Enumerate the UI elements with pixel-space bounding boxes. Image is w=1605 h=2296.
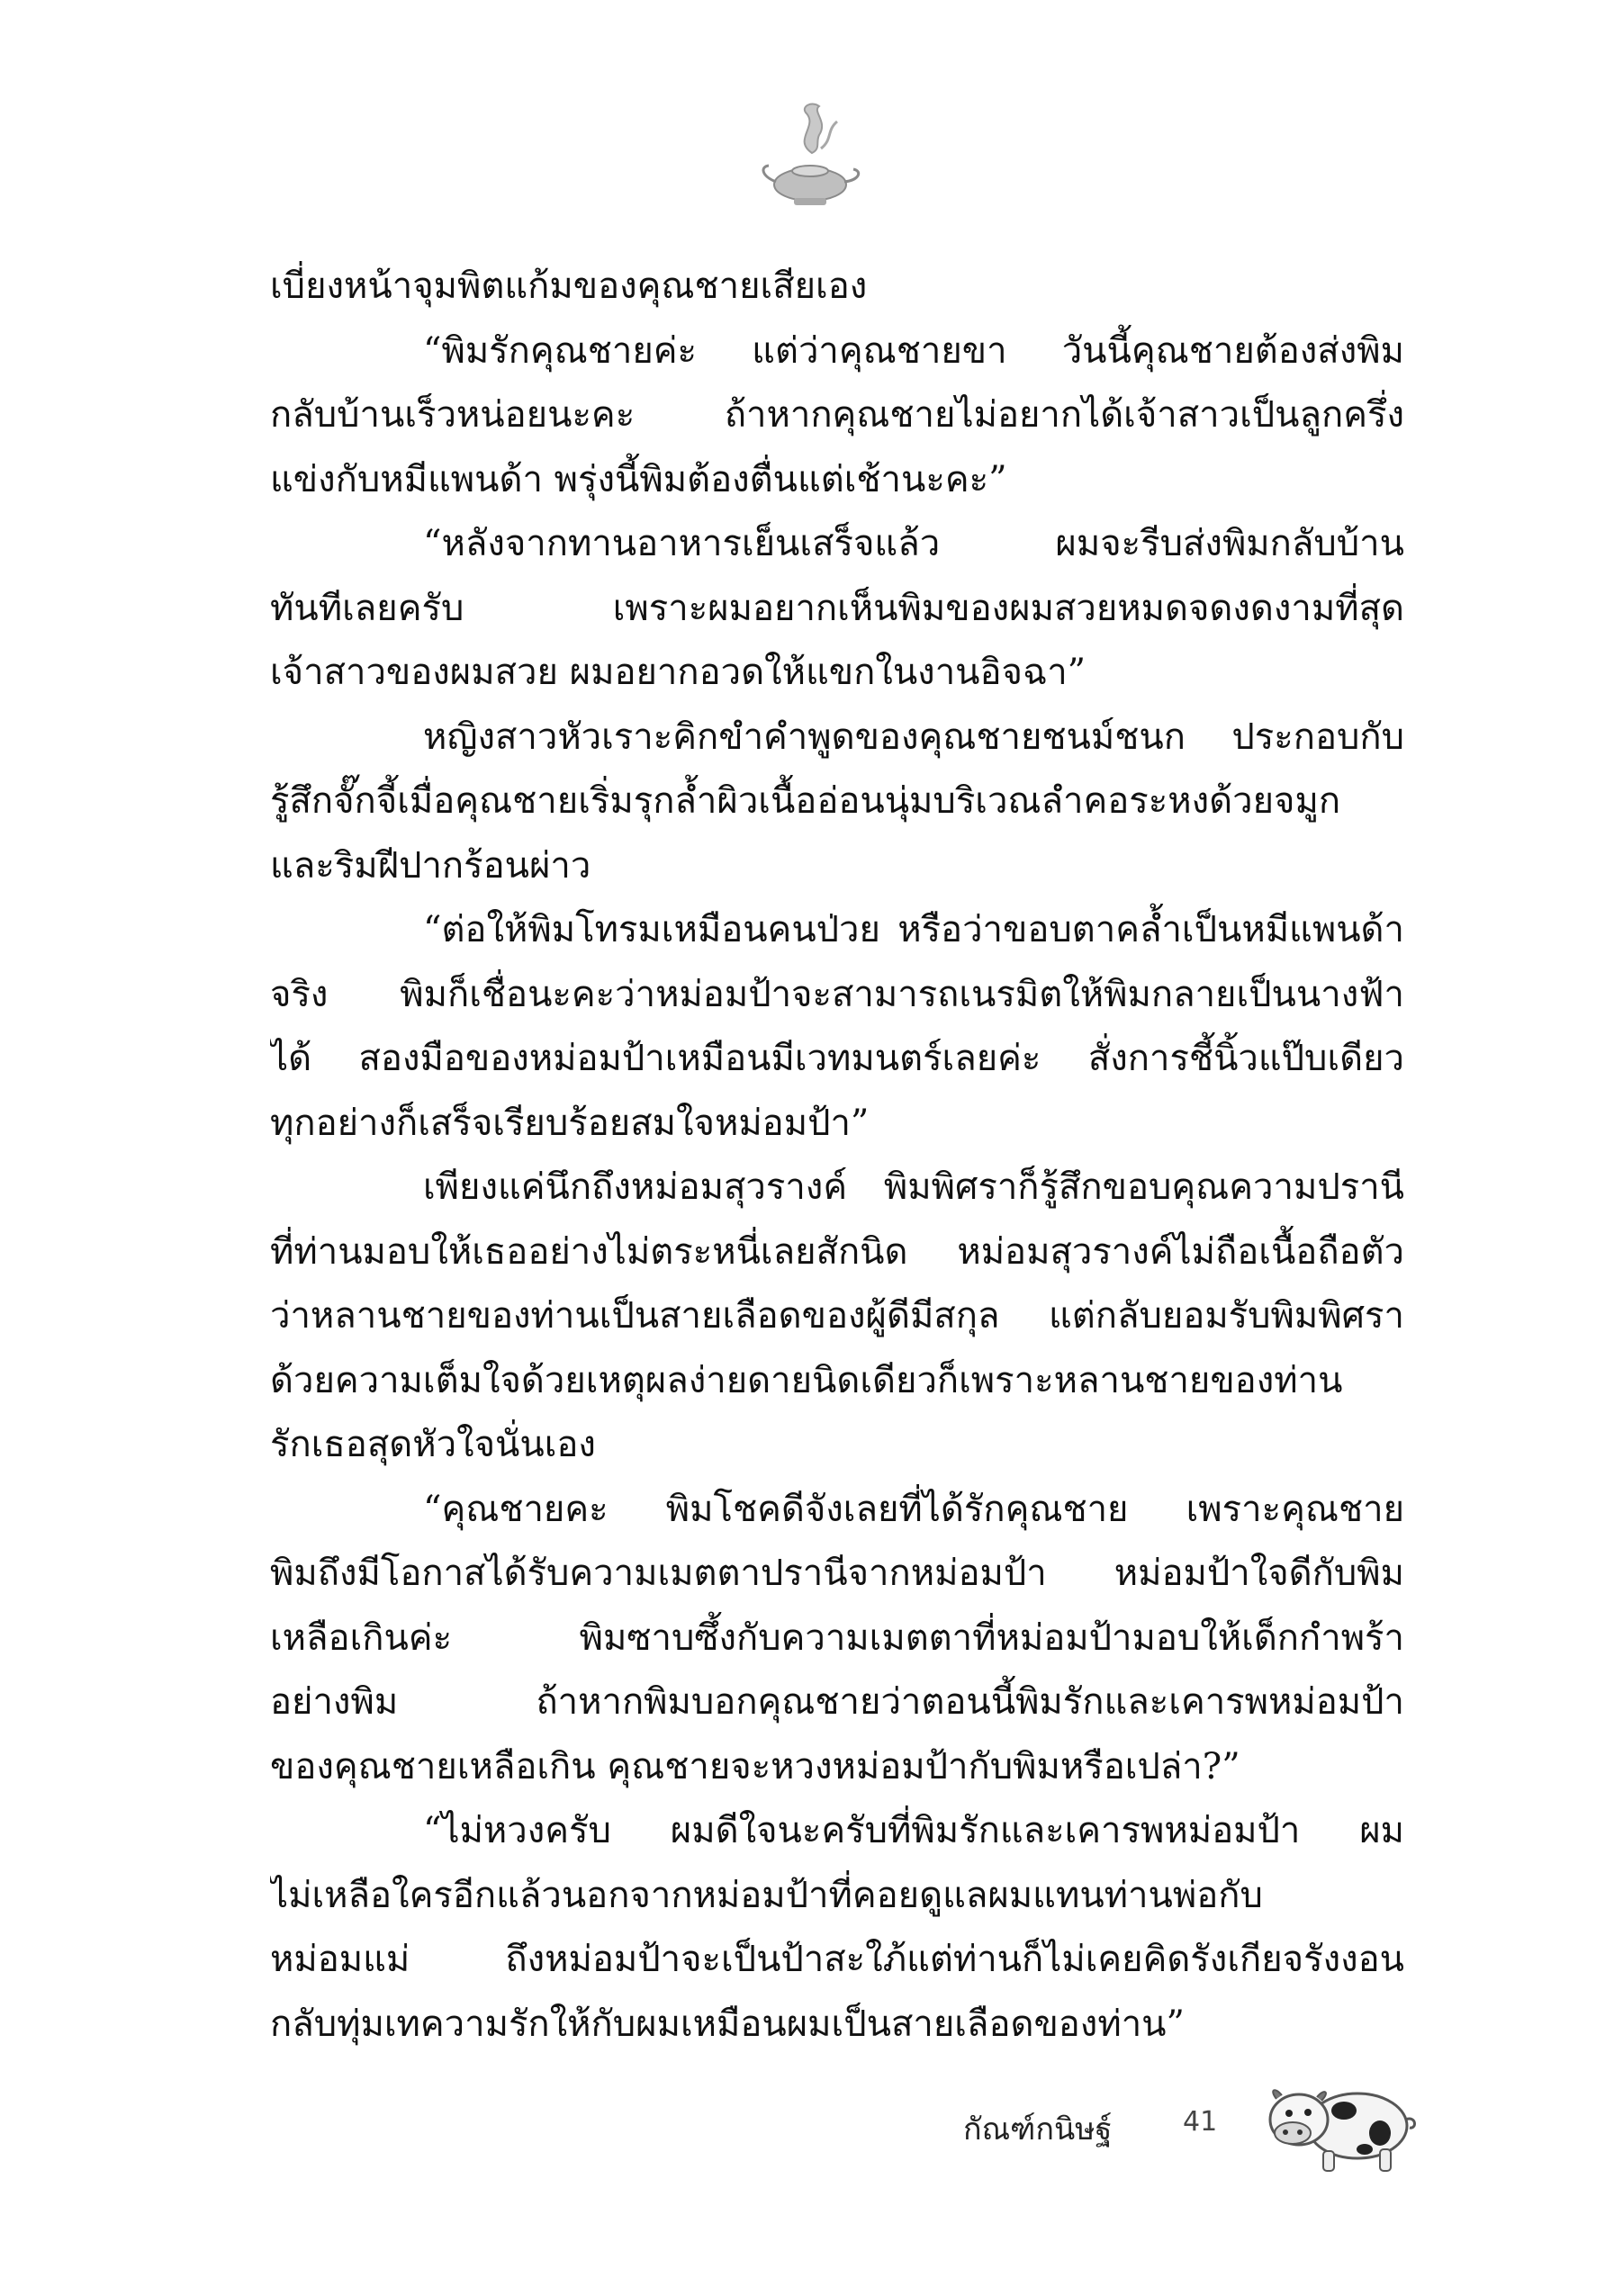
text-line: รักเธอสุดหัวใจนั่นเอง bbox=[270, 1424, 596, 1465]
text-line: พิมถึงมีโอกาสได้รับความเมตตาปรานีจากหม่อมป้า หม่อมป้าใจดีกับพิม bbox=[270, 1553, 1404, 1594]
text-line: “พิมรักคุณชายค่ะ แต่ว่าคุณชายขา วันนี้คุณชายต้องส่งพิม bbox=[423, 329, 1404, 372]
text-line: เหลือเกินค่ะ พิมซาบซึ้งกับความเมตตาที่หม่อมป้ามอบให้เด็กกำพร้า bbox=[270, 1616, 1404, 1659]
text-line: ทันทีเลยครับ เพราะผมอยากเห็นพิมของผมสวยหมดจดงดงามที่สุด bbox=[270, 587, 1404, 629]
text-line: อย่างพิม ถ้าหากพิมบอกคุณชายว่าตอนนี้พิมรักและเคารพหม่อมป้า bbox=[270, 1681, 1404, 1723]
text-line: ทุกอย่างก็เสร็จเรียบร้อยสมใจหม่อมป้า” bbox=[270, 1102, 870, 1144]
text-line: ที่ท่านมอบให้เธออย่างไม่ตระหนี่เลยสักนิด หม่อมสุวรางค์ไม่ถือเนื้อถือตัว bbox=[270, 1230, 1404, 1273]
text-line: รู้สึกจั๊กจี้เมื่อคุณชายเริ่มรุกล้ำผิวเนื้ออ่อนนุ่มบริเวณลำคอระหงด้วยจมูก bbox=[270, 780, 1341, 822]
text-line: กลับทุ่มเทความรักให้กับผมเหมือนผมเป็นสายเลือดของท่าน” bbox=[270, 2003, 1185, 2045]
text-line: “หลังจากทานอาหารเย็นเสร็จแล้ว ผมจะรีบส่งพิมกลับบ้าน bbox=[423, 523, 1404, 564]
text-line: หญิงสาวหัวเราะคิกขำคำพูดของคุณชายชนม์ชนก ประกอบกับ bbox=[423, 716, 1404, 758]
text-line: ไม่เหลือใครอีกแล้วนอกจากหม่อมป้าที่คอยดูแลผมแทนท่านพ่อกับ bbox=[270, 1874, 1263, 1916]
text-line: กลับบ้านเร็วหน่อยนะคะ ถ้าหากคุณชายไม่อยากได้เจ้าสาวเป็นลูกครึ่ง bbox=[270, 394, 1404, 436]
page-footer bbox=[945, 2070, 1449, 2178]
text-line: แข่งกับหมีแพนด้า พรุ่งนี้พิมต้องตื่นแต่เช้านะคะ” bbox=[270, 458, 1007, 500]
page-number: 41 bbox=[1183, 2106, 1218, 2138]
text-line: ได้ สองมือของหม่อมป้าเหมือนมีเวทมนตร์เลยค่ะ สั่งการชี้นิ้วแป๊บเดียว bbox=[270, 1038, 1404, 1079]
text-line: หม่อมแม่ ถึงหม่อมป้าจะเป็นป้าสะใภ้แต่ท่านก็ไม่เคยคิดรังเกียจรังงอน bbox=[270, 1939, 1404, 1980]
text-line: จริง พิมก็เชื่อนะคะว่าหม่อมป้าจะสามารถเนรมิตให้พิมกลายเป็นนางฟ้า bbox=[270, 973, 1404, 1015]
body-text bbox=[270, 255, 1404, 2057]
author-name: กัณฑ์กนิษฐ์ bbox=[963, 2111, 1113, 2147]
text-line: “ต่อให้พิมโทรมเหมือนคนป่วย หรือว่าขอบตาคล้ำเป็นหมีแพนด้า bbox=[423, 909, 1404, 950]
cow-mascot-icon bbox=[1258, 2070, 1420, 2178]
text-line: “ไม่หวงครับ ผมดีใจนะครับที่พิมรักและเคารพหม่อมป้า ผม bbox=[423, 1810, 1404, 1851]
teapot-with-steam-icon bbox=[756, 99, 864, 221]
text-line: เบี่ยงหน้าจุมพิตแก้มของคุณชายเสียเอง bbox=[270, 266, 868, 307]
text-line: ว่าหลานชายของท่านเป็นสายเลือดของผู้ดีมีสกุล แต่กลับยอมรับพิมพิศรา bbox=[270, 1295, 1404, 1337]
text-line: และริมฝีปากร้อนผ่าว bbox=[270, 844, 591, 887]
text-line: เพียงแค่นึกถึงหม่อมสุวรางค์ พิมพิศราก็รู้สึกขอบคุณความปรานี bbox=[423, 1166, 1404, 1208]
text-line: ด้วยความเต็มใจด้วยเหตุผลง่ายดายนิดเดียวก็เพราะหลานชายของท่าน bbox=[270, 1359, 1343, 1401]
text-line: “คุณชายคะ พิมโชคดีจังเลยที่ได้รักคุณชาย เพราะคุณชาย bbox=[423, 1488, 1404, 1530]
text-line: เจ้าสาวของผมสวย ผมอยากอวดให้แขกในงานอิจฉา” bbox=[270, 652, 1087, 693]
text-line: ของคุณชายเหลือเกิน คุณชายจะหวงหม่อมป้ากับพิมหรือเปล่า?” bbox=[270, 1745, 1240, 1787]
